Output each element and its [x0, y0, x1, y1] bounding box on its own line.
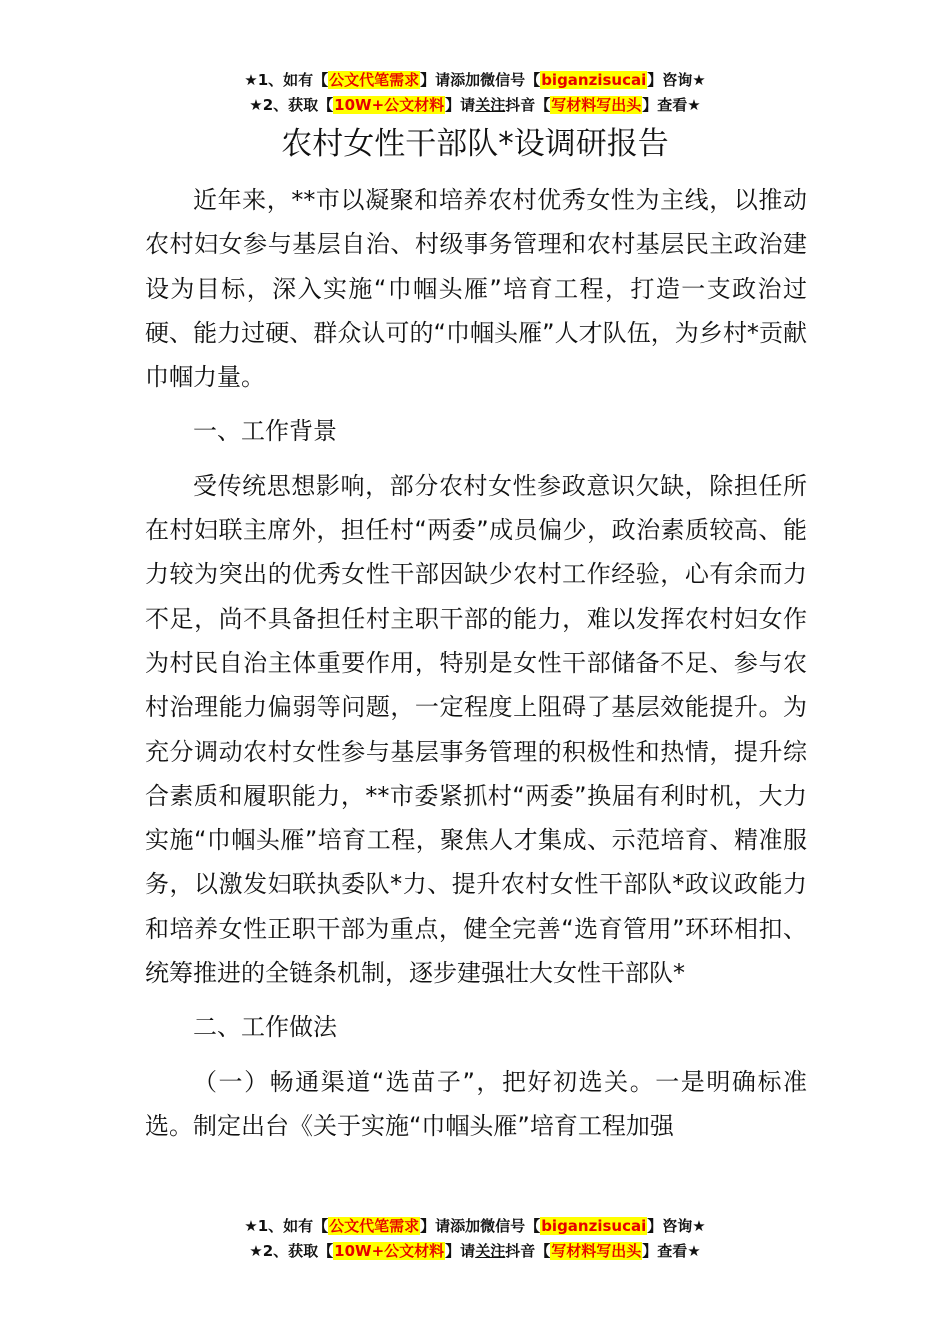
banner-text: 】查看: [642, 96, 688, 114]
star-icon: ★: [687, 1242, 701, 1260]
header-banner: [0, 68, 950, 118]
star-icon: ★: [692, 1217, 706, 1235]
document-body: [145, 178, 807, 1148]
document-title: 农村女性干部队*设调研报告: [281, 126, 669, 162]
banner-line-1: [0, 68, 950, 93]
highlight-ghostwriting: 公文代笔需求: [329, 71, 420, 89]
paragraph-background: 受传统思想影响，部分农村女性参政意识欠缺，除担任所在村妇联主席外，担任村“两委”成员偏少，政治素质较高、能力较为突出的优秀女性干部因缺少农村工作经验，心有余而力不足，尚不具备担任村主职干部的能力，难以发挥农村妇女作为村民自治主体重要作用，特别是女性干部储备不足、参与农村治理能力偏弱等问题，一定程度上阻碍了基层效能提升。为充分调动农村女性参与基层事务管理的积极性和热情，提升综合素质和履职能力，**市委紧抓村“两委”换届有利时机，大力实施“巾帼头雁”培育工程，聚焦人才集成、示范培育、精准服务，以激发妇联执委队*力、提升农村女性干部队*政议政能力和培养女性正职干部为重点，健全完善“选育管用”环环相扣、统筹推进的全链条机制，逐步建强壮大女性干部队*: [145, 471, 807, 988]
star-icon: ★: [249, 1242, 263, 1260]
banner-text: 1、如有【: [257, 1217, 329, 1235]
star-icon: ★: [244, 71, 258, 89]
paragraph-intro: 近年来，**市以凝聚和培养农村优秀女性为主线，以推动农村妇女参与基层自治、村级事务管理和农村基层民主政治建设为目标，深入实施“巾帼头雁”培育工程，打造一支政治过硬、能力过硬、群众认可的“巾帼头雁”人才队伍，为乡村*贡献巾帼力量。: [145, 186, 807, 392]
banner-text: 抖音【: [505, 1242, 551, 1260]
highlight-wechat-id: biganzisucai: [541, 71, 647, 89]
banner-text: 】请添加微信号【: [420, 71, 541, 89]
section-heading-background: 一、工作背景: [193, 417, 337, 446]
banner-text: 】咨询: [647, 1217, 693, 1235]
star-icon: ★: [249, 96, 263, 114]
highlight-ghostwriting: 公文代笔需求: [329, 1217, 420, 1235]
paragraph-practices: （一）畅通渠道“选苗子”，把好初选关。一是明确标准选。制定出台《关于实施“巾帼头雁”培育工程加强: [145, 1067, 807, 1140]
banner-text: 】查看: [642, 1242, 688, 1260]
highlight-materials: 10W+公文材料: [334, 96, 445, 114]
underlined-follow: 关注: [475, 1242, 506, 1260]
banner-line-2: [0, 93, 950, 118]
highlight-materials: 10W+公文材料: [334, 1242, 445, 1260]
highlight-wechat-id: biganzisucai: [541, 1217, 647, 1235]
star-icon: ★: [687, 96, 701, 114]
banner-text: 抖音【: [505, 96, 551, 114]
banner-text: 1、如有【: [257, 71, 329, 89]
highlight-douyin-account: 写材料写出头: [551, 1242, 642, 1260]
star-icon: ★: [692, 71, 706, 89]
footer-banner: [0, 1214, 950, 1264]
banner-text: 】请: [445, 1242, 476, 1260]
section-heading-practices: 二、工作做法: [193, 1013, 337, 1042]
banner-text: 】请添加微信号【: [420, 1217, 541, 1235]
banner-text: 2、获取【: [262, 1242, 334, 1260]
banner-text: 】请: [445, 96, 476, 114]
banner-line-2: [0, 1239, 950, 1264]
star-icon: ★: [244, 1217, 258, 1235]
underlined-follow: 关注: [475, 96, 506, 114]
banner-line-1: [0, 1214, 950, 1239]
banner-text: 】咨询: [647, 71, 693, 89]
banner-text: 2、获取【: [262, 96, 334, 114]
highlight-douyin-account: 写材料写出头: [551, 96, 642, 114]
